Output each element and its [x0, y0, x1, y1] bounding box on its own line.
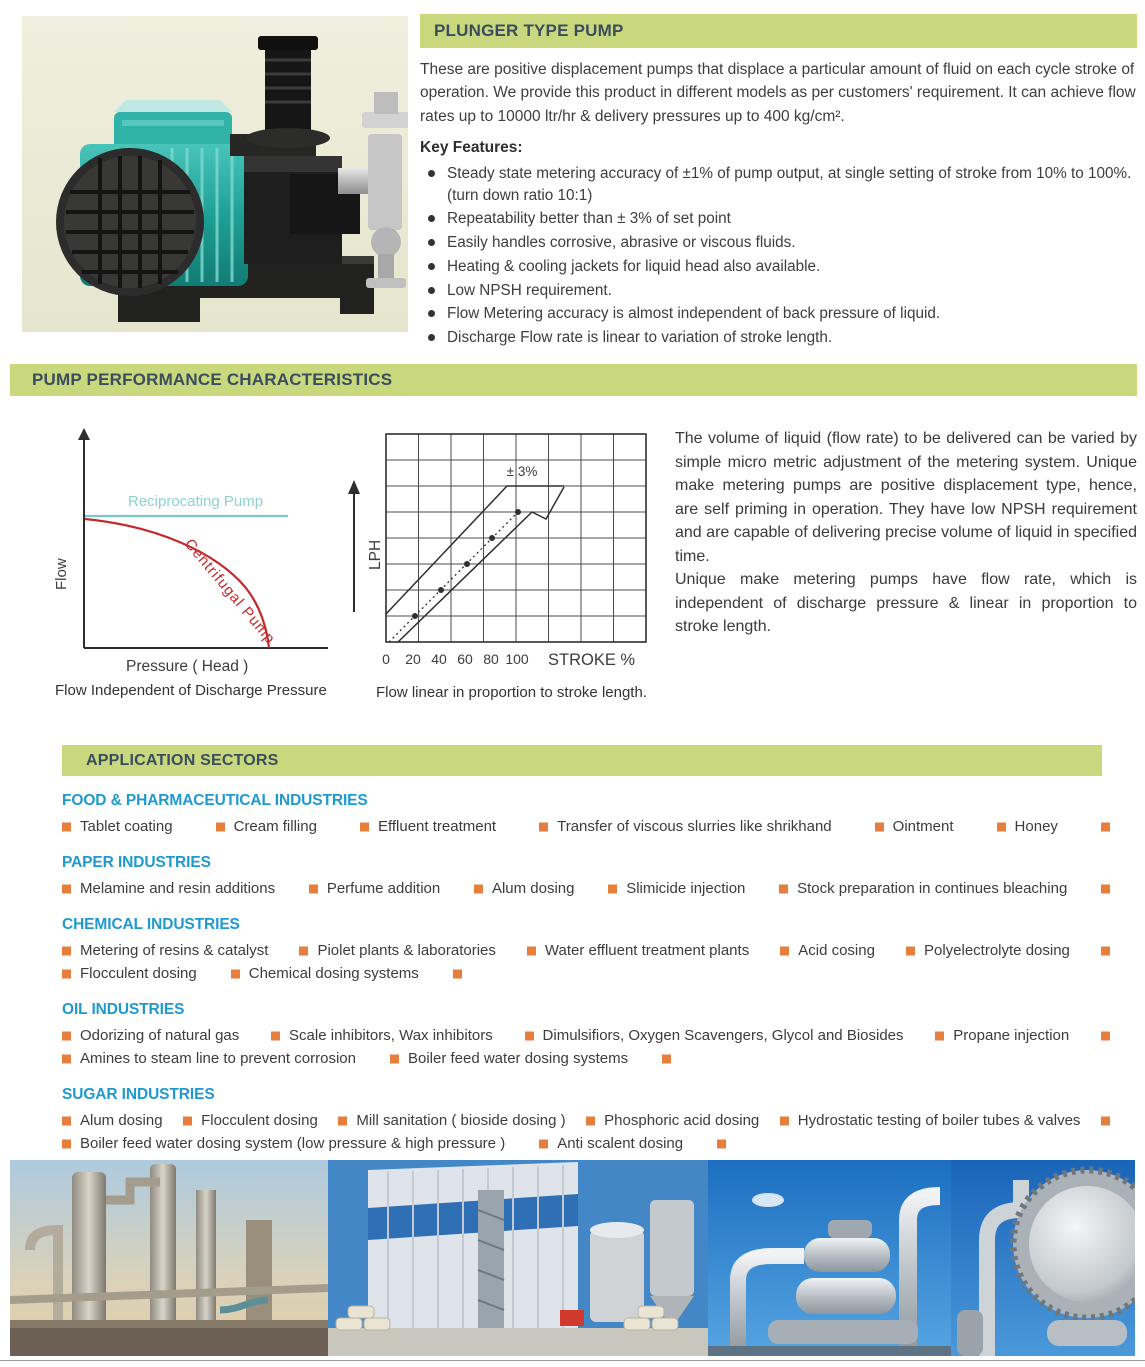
application-item-text: Anti scalent dosing — [557, 1135, 684, 1152]
bullet-square-icon — [906, 947, 915, 956]
application-item — [586, 1109, 759, 1132]
bullet-square-icon — [997, 823, 1006, 832]
bullet-square-icon — [1101, 1117, 1110, 1126]
bullet-square-icon — [62, 947, 71, 956]
bullet-square-icon — [935, 1032, 944, 1041]
photo-refinery — [10, 1160, 328, 1356]
photo-pipes-vessels — [708, 1160, 951, 1356]
performance-paragraph-block — [675, 427, 1137, 639]
application-item-text: Hydrostatic testing of boiler tubes & valves — [797, 1112, 1081, 1129]
application-item — [997, 815, 1058, 838]
application-item-text: Effluent treatment — [377, 818, 497, 835]
application-item — [608, 877, 745, 900]
key-feature-item — [420, 256, 1137, 278]
bullet-square-icon — [608, 885, 617, 894]
application-line — [62, 939, 1110, 962]
tolerance-annotation: ± 3% — [506, 464, 538, 479]
performance-paragraph-2: Unique make metering pumps have flow rate, which is independent of discharge pressure & linear in proportion to stroke length. — [675, 571, 1137, 636]
application-item-text: Scale inhibitors, Wax inhibitors — [289, 1027, 493, 1044]
application-item-text: Tablet coating — [80, 818, 173, 835]
bullet-square-icon — [527, 947, 536, 956]
sector-block — [62, 854, 1110, 900]
application-item-text: Slimicide injection — [626, 880, 746, 897]
application-item — [62, 962, 197, 985]
application-item-text: Chemical dosing systems — [248, 965, 419, 982]
x-tick-0: 0 — [382, 651, 390, 667]
sector-heading: SUGAR INDUSTRIES — [62, 1086, 215, 1103]
application-item — [62, 815, 173, 838]
application-item — [62, 1024, 239, 1047]
bullet-square-icon — [62, 1055, 71, 1064]
bullet-square-icon — [525, 1032, 534, 1041]
application-item — [62, 939, 268, 962]
key-feature-text: Discharge Flow rate is linear to variation of stroke length. — [447, 329, 833, 347]
sector-block — [62, 792, 1110, 838]
x-tick-60: 60 — [457, 651, 473, 667]
application-item-text: Alum dosing — [80, 1112, 163, 1129]
bullet-square-icon — [338, 1117, 347, 1126]
application-item-text: Water effluent treatment plants — [544, 942, 750, 959]
application-item — [539, 1132, 683, 1155]
application-item-text: Odorizing of natural gas — [80, 1027, 240, 1044]
bullet-dot-icon — [428, 310, 435, 317]
application-item — [62, 1132, 505, 1155]
key-feature-text: Steady state metering accuracy of ±1% of pump output, at single setting of stroke from 10% to 100%. (turn down ratio 10:1) — [447, 165, 1132, 204]
application-line — [62, 1132, 1110, 1155]
bullet-square-icon — [780, 947, 789, 956]
sector-heading: PAPER INDUSTRIES — [62, 854, 211, 871]
application-item — [271, 1024, 493, 1047]
application-item-text: Mill sanitation ( bioside dosing ) — [356, 1112, 566, 1129]
sector-block — [62, 1001, 1110, 1070]
application-item-text: Propane injection — [953, 1027, 1070, 1044]
bullet-dot-icon — [428, 263, 435, 270]
application-item — [62, 1109, 163, 1132]
bullet-square-icon — [1101, 1032, 1110, 1041]
series-label-reciprocating: Reciprocating Pump — [128, 493, 264, 510]
application-item-text: Alum dosing — [491, 880, 575, 897]
application-item-text: Cream filling — [233, 818, 317, 835]
bullet-square-icon — [390, 1055, 399, 1064]
key-feature-text: Low NPSH requirement. — [447, 281, 612, 299]
application-item-text: Metering of resins & catalyst — [80, 942, 269, 959]
plunger-pump-photo — [22, 16, 408, 332]
application-item — [231, 962, 419, 985]
product-description: These are positive displacement pumps that displace a particular amount of fluid on each cycle stroke of operation. We provide this product in different models as per customers' requirement. It can achieve flow rates up to 10000 ltr/hr & delivery pressures up to 400 kg/cm². — [420, 61, 1136, 125]
bullet-square-icon — [1101, 947, 1110, 956]
performance-banner-text: PUMP PERFORMANCE CHARACTERISTICS — [32, 370, 393, 389]
photo-heat-exchanger — [951, 1160, 1135, 1356]
bullet-square-icon — [309, 885, 318, 894]
page-bottom-rule — [0, 1360, 1145, 1361]
application-item — [183, 1109, 318, 1132]
application-item — [299, 939, 495, 962]
application-line — [62, 815, 1110, 838]
bullet-square-icon — [216, 823, 225, 832]
application-item-text: Ointment — [892, 818, 954, 835]
application-item-text: Transfer of viscous slurries like shrikhand — [557, 818, 832, 835]
application-item-text: Phosphoric acid dosing — [604, 1112, 760, 1129]
application-item — [474, 877, 575, 900]
bullet-dot-icon — [428, 334, 435, 341]
application-item — [62, 1047, 356, 1070]
application-item-text: Acid cosing — [798, 942, 875, 959]
bullet-dot-icon — [428, 170, 435, 177]
bullet-square-icon — [62, 1140, 71, 1149]
series-label-centrifugal: Centrifugal Pump — [180, 535, 279, 648]
bullet-dot-icon — [428, 215, 435, 222]
x-tick-100: 100 — [505, 651, 529, 667]
application-item-text: Flocculent dosing — [80, 965, 197, 982]
x-tick-80: 80 — [483, 651, 499, 667]
key-feature-text: Flow Metering accuracy is almost independent of back pressure of liquid. — [447, 305, 941, 323]
application-item-text: Perfume addition — [326, 880, 441, 897]
application-item-text: Boiler feed water dosing system (low pressure & high pressure ) — [80, 1135, 506, 1152]
application-item — [780, 939, 875, 962]
chart-flow-vs-stroke — [336, 424, 676, 689]
y-axis-label-flow: Flow — [53, 558, 70, 590]
application-sectors-banner-text: APPLICATION SECTORS — [86, 751, 279, 769]
key-feature-item — [420, 232, 1137, 254]
application-item-text: Piolet plants & laboratories — [317, 942, 496, 959]
pump-illustration — [22, 16, 408, 332]
industry-photo-strip — [10, 1160, 1135, 1356]
application-item — [539, 815, 832, 838]
application-item — [390, 1047, 628, 1070]
application-item-text: Dimulsifiors, Oxygen Scavengers, Glycol and Biosides — [542, 1027, 904, 1044]
bullet-square-icon — [299, 947, 308, 956]
key-features-list — [420, 163, 1137, 349]
sector-heading: CHEMICAL INDUSTRIES — [62, 916, 240, 933]
y-axis-label-lph: LPH — [367, 539, 384, 570]
x-tick-20: 20 — [405, 651, 421, 667]
page-title: PLUNGER TYPE PUMP — [434, 21, 624, 40]
bullet-square-icon — [62, 823, 71, 832]
key-feature-item — [420, 303, 1137, 325]
x-axis-label-pressure: Pressure ( Head ) — [126, 658, 249, 675]
bullet-square-icon — [453, 970, 462, 979]
key-features-label: Key Features: — [420, 138, 523, 156]
key-feature-item — [420, 327, 1137, 349]
bullet-square-icon — [474, 885, 483, 894]
application-line — [62, 962, 1110, 985]
application-line — [62, 1047, 1110, 1070]
sector-block — [62, 1086, 1110, 1155]
application-item — [780, 1109, 1081, 1132]
key-feature-item — [420, 163, 1137, 206]
sector-block — [62, 916, 1110, 985]
x-axis-label-stroke: STROKE % — [548, 651, 636, 669]
application-sectors-banner — [62, 745, 1102, 776]
application-item — [875, 815, 954, 838]
bullet-square-icon — [539, 1140, 548, 1149]
bullet-square-icon — [62, 885, 71, 894]
key-feature-item — [420, 280, 1137, 302]
application-line — [62, 1024, 1110, 1047]
application-item — [527, 939, 749, 962]
application-item-text: Polyelectrolyte dosing — [923, 942, 1070, 959]
performance-banner — [10, 364, 1137, 396]
application-item — [779, 877, 1067, 900]
application-item — [525, 1024, 904, 1047]
chart2-caption: Flow linear in proportion to stroke length. — [376, 684, 647, 701]
key-feature-text: Repeatability better than ± 3% of set point — [447, 210, 731, 228]
performance-paragraph-1: The volume of liquid (flow rate) to be delivered can be varied by simple micro metric adjustment of the metering system. Unique make metering pumps are positive displacement type, hence, are self priming in operation. They have low NPSH requirement and are capable of delivering precise volume of liquid in specified time. — [675, 430, 1137, 565]
application-item-text: Flocculent dosing — [201, 1112, 318, 1129]
application-item — [62, 877, 275, 900]
key-feature-text: Easily handles corrosive, abrasive or viscous fluids. — [447, 234, 796, 252]
bullet-square-icon — [231, 970, 240, 979]
bullet-dot-icon — [428, 239, 435, 246]
bullet-square-icon — [62, 1032, 71, 1041]
bullet-square-icon — [586, 1117, 595, 1126]
application-item — [360, 815, 496, 838]
bullet-square-icon — [62, 1117, 71, 1126]
x-tick-40: 40 — [431, 651, 447, 667]
sector-heading: OIL INDUSTRIES — [62, 1001, 185, 1018]
application-item-text: Honey — [1014, 818, 1058, 835]
chart1-caption: Flow Independent of Discharge Pressure — [55, 682, 327, 699]
bullet-square-icon — [780, 1117, 789, 1126]
sector-heading: FOOD & PHARMACEUTICAL INDUSTRIES — [62, 792, 368, 809]
bullet-square-icon — [62, 970, 71, 979]
bullet-square-icon — [1101, 885, 1110, 894]
application-item-text: Melamine and resin additions — [80, 880, 276, 897]
bullet-square-icon — [360, 823, 369, 832]
photo-plant-building — [328, 1160, 708, 1356]
application-line — [62, 1109, 1110, 1132]
product-title-banner — [420, 14, 1137, 48]
bullet-square-icon — [662, 1055, 671, 1064]
application-item — [935, 1024, 1069, 1047]
application-sectors — [62, 792, 1110, 1171]
product-description-block — [420, 58, 1137, 351]
application-item — [906, 939, 1070, 962]
bullet-square-icon — [717, 1140, 726, 1149]
bullet-square-icon — [1101, 823, 1110, 832]
key-feature-item — [420, 208, 1137, 230]
bullet-square-icon — [875, 823, 884, 832]
application-item — [216, 815, 317, 838]
application-line — [62, 877, 1110, 900]
key-feature-text: Heating & cooling jackets for liquid head also available. — [447, 257, 821, 275]
bullet-square-icon — [271, 1032, 280, 1041]
bullet-square-icon — [779, 885, 788, 894]
chart-flow-vs-pressure — [36, 420, 352, 683]
bullet-square-icon — [539, 823, 548, 832]
application-item — [309, 877, 440, 900]
bullet-square-icon — [183, 1117, 192, 1126]
bullet-dot-icon — [428, 287, 435, 294]
application-item-text: Stock preparation in continues bleaching — [797, 880, 1068, 897]
application-item-text: Amines to steam line to prevent corrosion — [80, 1050, 356, 1067]
application-item-text: Boiler feed water dosing systems — [407, 1050, 629, 1067]
application-item — [338, 1109, 565, 1132]
